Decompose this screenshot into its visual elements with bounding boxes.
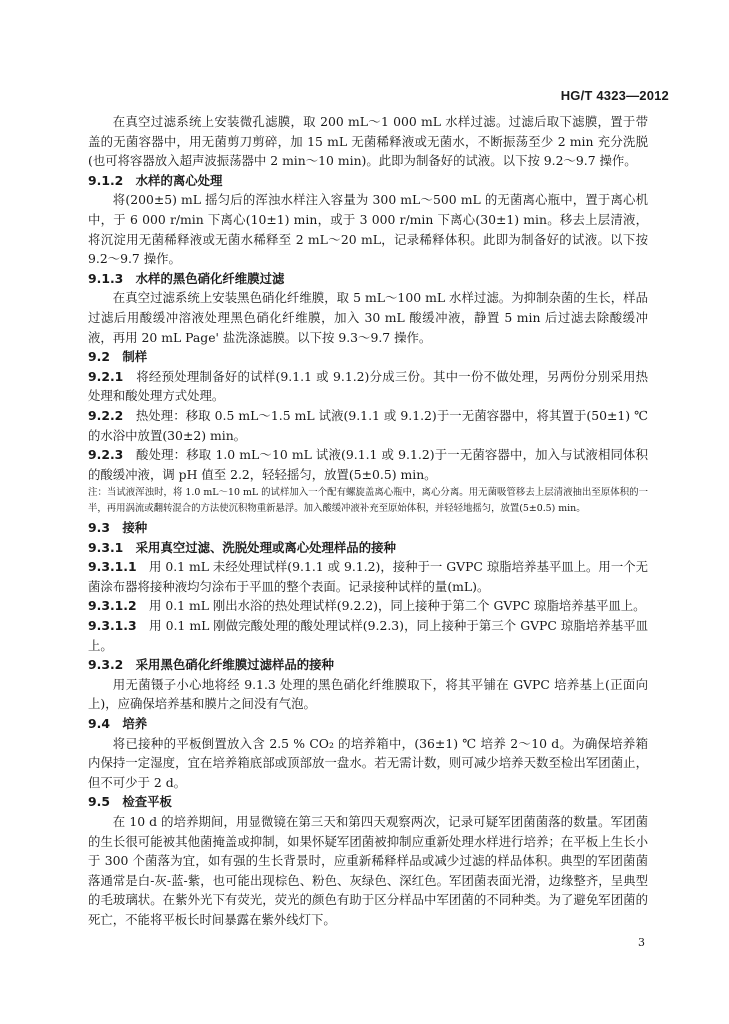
paragraph-membrane-inoculation: 用无菌镊子小心地将经 9.1.3 处理的黑色硝化纤维膜取下，将其平铺在 GVPC 培养基上(正面向上)，应确保培养基和膜片之间没有气泡。 bbox=[88, 676, 648, 712]
clause-number: 9.2.2 bbox=[88, 407, 124, 423]
page-number: 3 bbox=[638, 936, 645, 949]
note: 注：当试液浑浊时，将 1.0 mL～10 mL 的试样加入一个配有螺旋盖离心瓶中，离心分离。用无菌吸管移去上层清液抽出至原体积的一半，再用涡流或翻转混合的方法使沉积物重新悬浮。加入酸缓冲液补充至原始体积，并轻轻地摇匀，放置(5±0.5) min。 bbox=[88, 487, 648, 514]
clause-number: 9.2.3 bbox=[88, 447, 124, 463]
clause-text: 用 0.1 mL 刚做完酸处理的酸处理试样(9.2.3)，同上接种于第三个 GVPC 琼脂培养基平皿上。 bbox=[88, 618, 649, 653]
clause-9-2-3 bbox=[88, 445, 648, 484]
clause-9-3-1-3 bbox=[88, 616, 648, 655]
clause-9-2-1 bbox=[88, 367, 648, 406]
heading-9-4: 9.4 培养 bbox=[88, 716, 148, 732]
clause-text: 用 0.1 mL 刚出水浴的热处理试样(9.2.2)，同上接种于第二个 GVPC 琼脂培养基平皿上。 bbox=[149, 598, 646, 614]
clause-9-3-1-2 bbox=[88, 596, 648, 616]
clause-number: 9.2.1 bbox=[88, 368, 124, 384]
clause-9-3-1-1 bbox=[88, 557, 648, 596]
clause-9-2-2 bbox=[88, 406, 648, 445]
clause-text: 酸处理：移取 1.0 mL～10 mL 试液(9.1.1 或 9.1.2)于一无菌容器中，加入与试液相同体积的酸缓冲液，调 pH 值至 2.2，轻轻摇匀，放置(5±0.5) min。 bbox=[88, 447, 649, 482]
paragraph-plate-inspection: 在 10 d 的培养期间，用显微镜在第三天和第四天观察两次，记录可疑军团菌菌落的数量。军团菌的生长很可能被其他菌掩盖或抑制，如果怀疑军团菌被抑制应重新处理水样进行培养；在平板上生长小于 300 个菌落为宜，如有强的生长背景时，应重新稀释样品或减少过滤的样品体积。典型的军团菌菌落通常是白-灰-蓝-紫，也可能出现棕色、粉色、灰绿色、深红色。军团菌表面光滑，边缘整齐，呈典型的毛玻璃状。在紫外光下有荧光，荧光的颜色有助于区分样品中军团菌的不同种类。为了避免军团菌的死亡，不能将平板长时间暴露在紫外线灯下。 bbox=[88, 814, 648, 927]
heading-9-2: 9.2 制样 bbox=[88, 349, 148, 365]
clause-text: 热处理：移取 0.5 mL～1.5 mL 试液(9.1.1 或 9.1.2)于一无菌容器中，将其置于(50±1) ℃ 的水浴中放置(30±2) min。 bbox=[88, 407, 649, 443]
heading-9-3-2: 9.3.2 采用黑色硝化纤维膜过滤样品的接种 bbox=[88, 657, 334, 673]
clause-text: 将经预处理制备好的试样(9.1.1 或 9.1.2)分成三份。其中一份不做处理，另两份分别采用热处理和酸处理方式处理。 bbox=[88, 368, 649, 404]
paragraph-incubation: 将已接种的平板倒置放入含 2.5 % CO₂ 的培养箱中，(36±1) ℃ 培养 2～10 d。为确保培养箱内保持一定湿度，宜在培养箱底部或顶部放一盘水。若无需计数，则可减少培养天数至检出军团菌止，但不可少于 2 d。 bbox=[88, 735, 648, 790]
heading-9-1-2: 9.1.2 水样的离心处理 bbox=[88, 172, 223, 188]
heading-9-3: 9.3 接种 bbox=[88, 520, 148, 536]
heading-9-5: 9.5 检查平板 bbox=[88, 794, 172, 810]
paragraph-centrifuge: 将(200±5) mL 摇匀后的浑浊水样注入容量为 300 mL～500 mL 的无菌离心瓶中，置于离心机中，于 6 000 r/min 下离心(10±1) min，或于 3 000 r/min 下离心(30±1) min。移去上层清液，将沉淀用无菌稀释液或无菌水稀释至 2 mL～20 mL，记录稀释体积。此即为制备好的试液。以下按 9.2～9.7 操作。 bbox=[88, 192, 648, 267]
clause-text: 用 0.1 mL 未经处理试样(9.1.1 或 9.1.2)，接种于一 GVPC 琼脂培养基平皿上。用一个无菌涂布器将接种液均匀涂布于平皿的整个表面。记录接种试样的量(mL)。 bbox=[88, 559, 649, 594]
heading-9-1-3: 9.1.3 水样的黑色硝化纤维膜过滤 bbox=[88, 270, 285, 286]
clause-number: 9.3.1.1 bbox=[88, 559, 137, 575]
clause-number: 9.3.1.3 bbox=[88, 618, 137, 634]
paragraph-membrane-filtration: 在真空过滤系统上安装微孔滤膜，取 200 mL～1 000 mL 水样过滤。过滤后取下滤膜，置于带盖的无菌容器中，用无菌剪刀剪碎，加 15 mL 无菌稀释液或无菌水，不断振荡至少 2 min 充分洗脱(也可将容器放入超声波振荡器中 2 min～10 min)。此即为制备好的试液。以下按 9.2～9.7 操作。 bbox=[88, 114, 648, 169]
paragraph-black-membrane: 在真空过滤系统上安装黑色硝化纤维膜，取 5 mL～100 mL 水样过滤。为抑制杂菌的生长，样品过滤后用酸缓冲溶液处理黑色硝化纤维膜，加入 30 mL 酸缓冲液，静置 5 min 后过滤去除酸缓冲液，再用 20 mL Page' 盐洗涤滤膜。以下按 9.3～9.7 操作。 bbox=[88, 290, 648, 345]
heading-9-3-1: 9.3.1 采用真空过滤、洗脱处理或离心处理样品的接种 bbox=[88, 539, 396, 555]
standard-code: HG/T 4323—2012 bbox=[560, 88, 669, 103]
clause-number: 9.3.1.2 bbox=[88, 598, 137, 614]
page-body bbox=[88, 112, 648, 930]
